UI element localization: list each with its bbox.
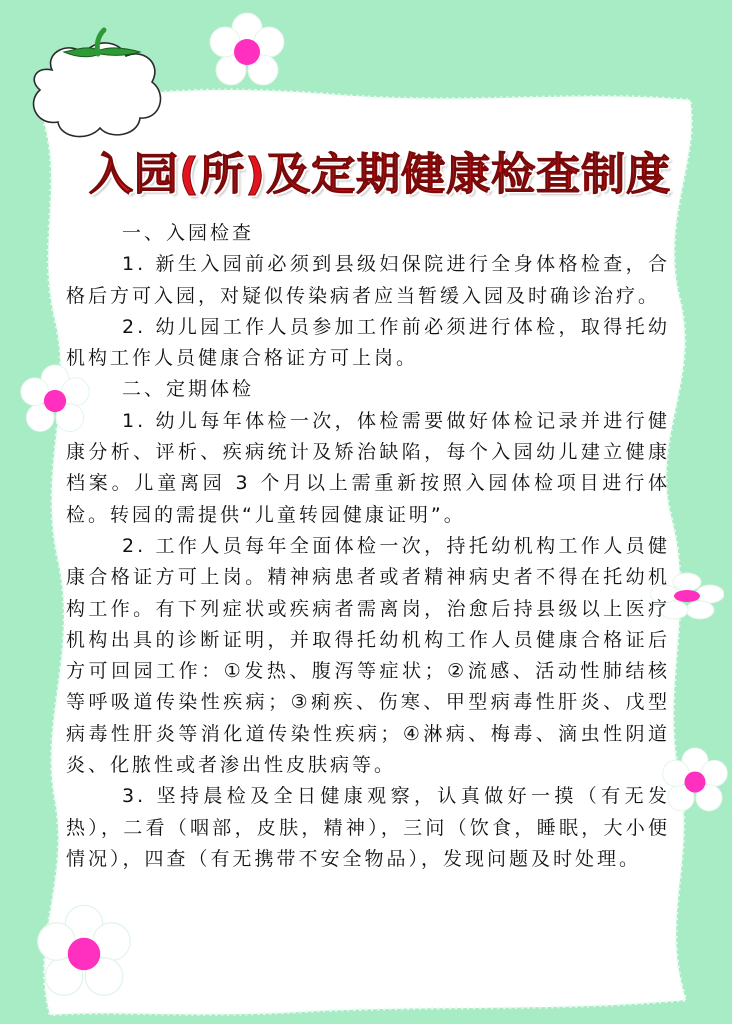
paragraph-staff-annual-exam: 2. 工作人员每年全面体检一次，持托幼机构工作人员健康合格证方可上岗。精神病患者或者精神病史者不得在托幼机构工作。有下列症状或疾病者需离岗，治愈后持县级以上医疗机构出具的诊断证明，并取得托幼机构工作人员健康合格证后方可回园工作：①发热、腹泻等症状；②流感、活动性肺结核等呼吸道传染性疾病；③痢疾、伤寒、甲型病毒性肝炎、戊型病毒性肝炎等消化道传染性疾病；④淋病、梅毒、滴虫性阴道炎、化脓性或者渗出性皮肤病等。 — [66, 534, 670, 777]
section-heading-periodic-exam: 二、定期体检 — [122, 378, 255, 401]
page-title: 入园(所)及定期健康检查制度 — [88, 149, 672, 200]
leaf-stem-icon — [56, 26, 146, 70]
paragraph-staff-pre-employment-exam: 2. 幼儿园工作人员参加工作前必须进行体检，取得托幼机构工作人员健康合格证方可上岗。 — [66, 315, 670, 370]
flower-icon — [207, 12, 287, 92]
paragraph-new-student-exam: 1. 新生入园前必须到县级妇保院进行全身体格检查，合格后方可入园，对疑似传染病者应当暂缓入园及时确诊治疗。 — [66, 253, 670, 307]
paragraph-morning-check: 3. 坚持晨检及全日健康观察，认真做好一摸（有无发热），二看（咽部，皮肤，精神），三问（饮食，睡眠，大小便情况），四查（有无携带不安全物品），发现问题及时处理。 — [66, 785, 670, 870]
section-heading-admission: 一、入园检查 — [122, 222, 255, 244]
paragraph-child-annual-exam: 1. 幼儿每年体检一次，体检需要做好体检记录并进行健康分析、评析、疾病统计及矫治缺陷，每个入园幼儿建立健康档案。儿童离园 3 个月以上需重新按照入园体检项目进行体检。转园的需提供“儿童转园健康证明”。 — [66, 409, 670, 526]
flower-icon — [34, 904, 134, 1004]
flower-icon — [660, 744, 730, 820]
regulation-body — [66, 218, 670, 875]
